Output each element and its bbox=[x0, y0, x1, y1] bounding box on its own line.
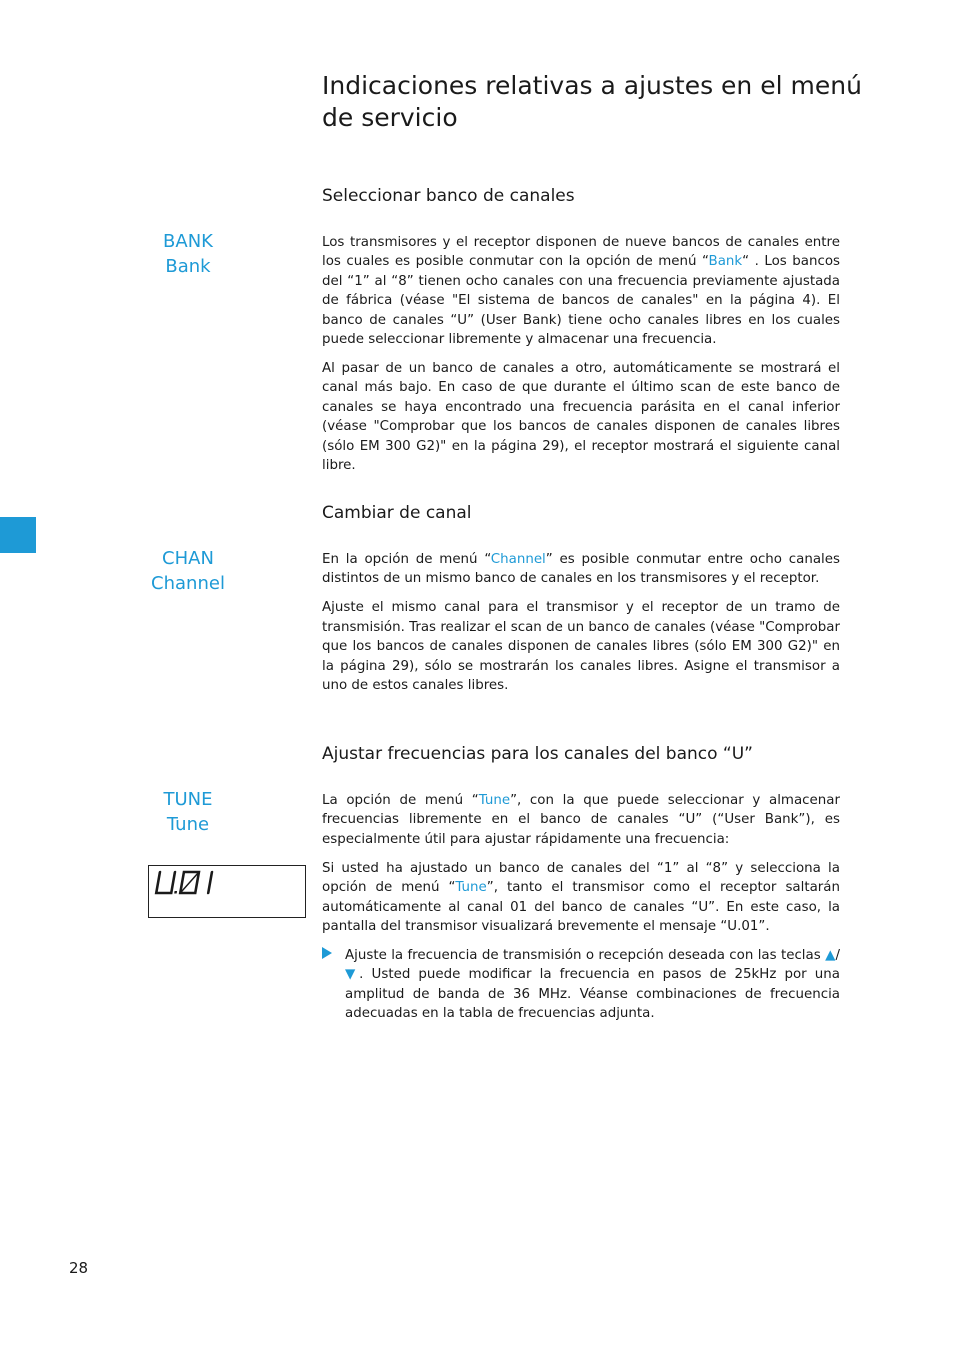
text: Los transmisores y el receptor disponen de nueve bancos de canales entre los cuales es posible conmutar con la opción de menú “ bbox=[322, 235, 840, 270]
side-label-chan-line2: Channel bbox=[151, 573, 225, 594]
paragraph: Al pasar de un banco de canales a otro, automáticamente se mostrará el canal más bajo. En caso de que durante el último scan de este banco de canales se haya encontrado una frecuencia parásita en el canal inferior (véase "Comprobar que los bancos de canales disponen de canales libres (sólo EM 300 G2)" en la página 29), el receptor mostrará el siguiente canal libre. bbox=[322, 361, 840, 474]
menu-option-tune: Tune bbox=[478, 793, 511, 808]
paragraph bbox=[322, 233, 840, 349]
text: La opción de menú “ bbox=[322, 793, 479, 808]
section-heading-bank: Seleccionar banco de canales bbox=[322, 186, 575, 206]
instruction-bullet bbox=[322, 946, 840, 1024]
text: Si usted ha ajustado un banco de canales del “1” al “8” y selecciona la opción de menú “ bbox=[322, 860, 840, 896]
triangle-right-icon bbox=[322, 946, 345, 1024]
menu-option-channel: Channel bbox=[490, 552, 546, 567]
side-label-bank-line1: BANK bbox=[163, 231, 213, 252]
page-number: 28 bbox=[69, 1259, 89, 1277]
section-body-tune bbox=[322, 791, 840, 1024]
down-arrow-icon: ▼ bbox=[345, 967, 360, 983]
side-label-bank-line2: Bank bbox=[165, 256, 211, 277]
section-body-chan bbox=[322, 550, 840, 705]
menu-option-tune: Tune bbox=[455, 880, 487, 896]
text: En la opción de menú “ bbox=[322, 552, 491, 567]
section-body-bank bbox=[322, 233, 840, 485]
text: ”, con la que puede seleccionar y almacenar frecuencias libremente en el banco de canales “U” (“User Bank”), es especialmente útil para ajustar rápidamente una frecuencia: bbox=[322, 793, 840, 847]
side-label-tune-line1: TUNE bbox=[163, 789, 213, 810]
side-label-tune bbox=[140, 787, 236, 837]
paragraph bbox=[322, 550, 840, 589]
up-arrow-icon: ▲ bbox=[825, 948, 836, 964]
text: ”, tanto el transmisor como el receptor saltarán automáticamente al canal 01 del banco de canales “U”. En este caso, la pantalla del transmisor visualizará brevemente el mensaje “U.01”. bbox=[322, 880, 840, 935]
text: Ajuste la frecuencia de transmisión o recepción deseada con las teclas bbox=[345, 948, 826, 964]
lcd-text: U.01 bbox=[149, 866, 152, 867]
instruction-text bbox=[345, 946, 840, 1024]
text: . Usted puede modificar la frecuencia en pasos de 25kHz por una amplitud de banda de 36 MHz. Véanse combinaciones de frecuencia adecuadas en la tabla de frecuencias adjunta. bbox=[345, 967, 840, 1022]
side-label-chan-line1: CHAN bbox=[162, 548, 214, 569]
menu-option-bank: Bank bbox=[708, 254, 743, 270]
text: / bbox=[835, 948, 840, 964]
side-label-bank bbox=[140, 229, 236, 279]
side-label-tune-line2: Tune bbox=[166, 814, 210, 835]
lcd-display bbox=[148, 865, 306, 918]
lcd-segment-digits bbox=[149, 866, 305, 917]
section-heading-tune: Ajustar frecuencias para los canales del banco “U” bbox=[322, 744, 753, 764]
paragraph: Ajuste el mismo canal para el transmisor y el receptor de un tramo de transmisión. Tras realizar el scan de un banco de canales (véase "Comprobar que los bancos de canales disponen de canales libres (sólo EM 300 G2)" en la página 29), sólo se mostrarán los canales libres. Asigne el transmisor a uno de estos canales libres. bbox=[322, 600, 840, 694]
section-heading-chan: Cambiar de canal bbox=[322, 503, 472, 523]
paragraph bbox=[322, 791, 840, 849]
text: “ . Los bancos del “1” al “8” tienen ocho canales con una frecuencia previamente ajustada de fábrica (véase "El sistema de bancos de canales" en la página 4). El banco de canales “U” (User Bank) tiene ocho canales libres en los cuales puede seleccionar libremente y almacenar una frecuencia. bbox=[322, 254, 840, 348]
side-label-chan bbox=[140, 546, 236, 596]
page-title: Indicaciones relativas a ajustes en el menú de servicio bbox=[322, 71, 862, 132]
text: ” es posible conmutar entre ocho canales distintos de un mismo banco de canales en los transmisores y el receptor. bbox=[322, 552, 840, 587]
chapter-tab bbox=[0, 517, 36, 553]
paragraph bbox=[322, 859, 840, 937]
